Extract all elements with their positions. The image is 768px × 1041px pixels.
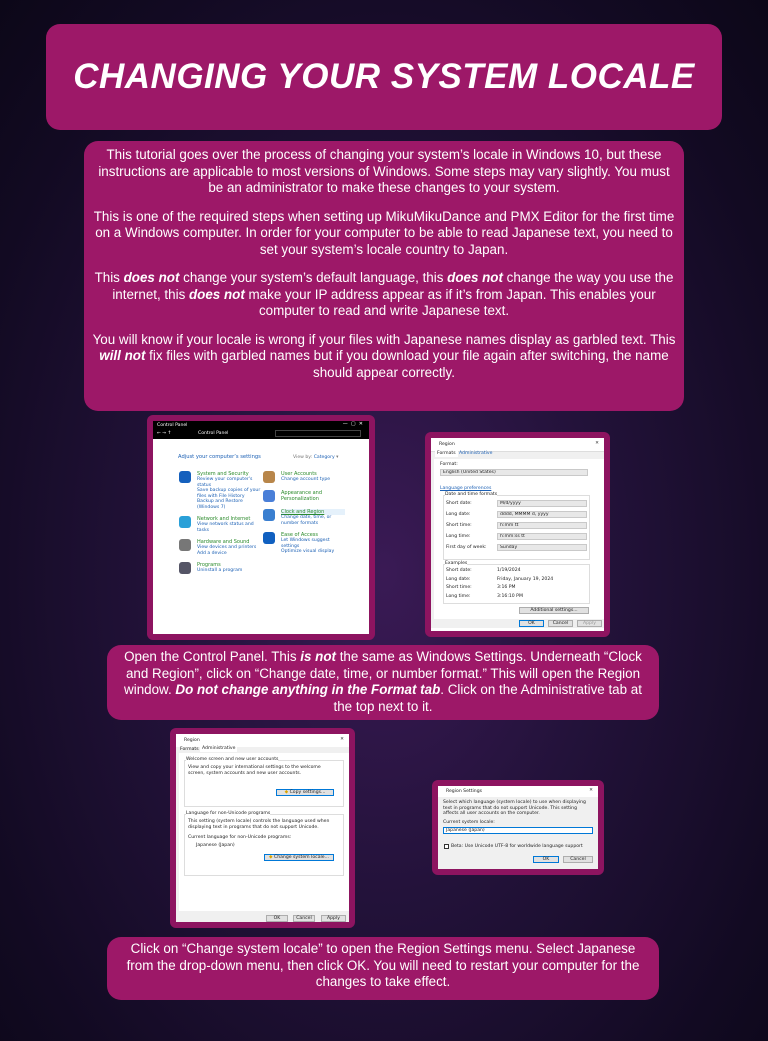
page-title: CHANGING YOUR SYSTEM LOCALE xyxy=(73,57,695,96)
apply-button: Apply xyxy=(577,620,602,627)
example-value: 1/19/2024 xyxy=(497,568,521,573)
current-locale-value: Japanese (Japan) xyxy=(196,843,235,848)
region-settings-description: Select which language (system locale) to use when displaying text in programs that do not support Unicode. This setting affects all user accounts on the computer. xyxy=(443,800,586,816)
beta-utf8-label: Beta: Use Unicode UTF-8 for worldwide language support xyxy=(451,844,583,849)
category-link[interactable]: Network and Internet xyxy=(197,516,251,522)
format-field-dropdown[interactable]: h:mm:ss tt xyxy=(497,533,587,540)
current-language-label: Current language for non-Unicode programs: xyxy=(188,835,292,840)
intro-paragraph: This is one of the required steps when setting up MikuMikuDance and PMX Editor for the first time on a Windows computer. In order for your computer to be able to read Japanese text, you need to set your system’s locale country to Japan. xyxy=(93,208,675,257)
category-icon xyxy=(179,539,191,551)
welcome-description: View and copy your international settings to the welcome screen, system accounts and new user accounts. xyxy=(188,765,321,776)
category-icon xyxy=(179,516,191,528)
category-item xyxy=(179,562,261,575)
category-sublink[interactable]: Let Windows suggest settings xyxy=(281,538,330,549)
category-icon xyxy=(263,509,275,521)
category-link[interactable]: Clock and Region xyxy=(281,509,345,515)
category-link[interactable]: Ease of Access xyxy=(281,532,319,538)
region-formats-screenshot xyxy=(425,432,610,637)
title-banner xyxy=(46,24,722,130)
region-admin-screenshot xyxy=(170,728,355,928)
category-item xyxy=(263,509,345,526)
category-sublink[interactable]: Change date, time, or number formats xyxy=(281,515,332,526)
cancel-button[interactable]: Cancel xyxy=(293,915,315,922)
category-icon xyxy=(263,490,275,502)
field-label: Long date: xyxy=(446,512,471,517)
category-icon xyxy=(263,471,275,483)
view-by-dropdown[interactable]: Category xyxy=(313,455,335,460)
address-bar[interactable]: Control Panel xyxy=(198,431,229,436)
tab-administrative[interactable]: Administrative xyxy=(202,746,236,751)
format-field-dropdown[interactable]: Sunday xyxy=(497,544,587,551)
category-sublink[interactable]: Uninstall a program xyxy=(197,568,243,573)
format-field-dropdown[interactable]: dddd, MMMM d, yyyy xyxy=(497,511,587,518)
category-link[interactable]: Programs xyxy=(197,562,221,568)
nav-arrows-icon[interactable]: ← → ↑ xyxy=(157,431,172,436)
format-label: Format: xyxy=(440,462,458,467)
cancel-button[interactable]: Cancel xyxy=(548,620,573,627)
group-label: Language for non-Unicode programs xyxy=(186,811,271,816)
group-label: Date and time formats xyxy=(445,492,498,497)
ok-button[interactable]: OK xyxy=(533,856,559,863)
format-field-dropdown[interactable]: h:mm tt xyxy=(497,522,587,529)
category-item xyxy=(179,471,261,510)
category-sublink[interactable]: Optimize visual display xyxy=(281,549,335,554)
category-sublink[interactable]: View devices and printers xyxy=(197,545,257,550)
window-controls-icon[interactable]: — ▢ ✕ xyxy=(342,421,363,427)
search-input[interactable] xyxy=(275,430,361,437)
format-dropdown[interactable]: English (United States) xyxy=(440,469,588,476)
category-icon xyxy=(179,471,191,483)
field-label: Short date: xyxy=(446,501,472,506)
category-link[interactable]: User Accounts xyxy=(281,471,317,477)
region-settings-screenshot xyxy=(432,780,604,875)
category-sublink[interactable]: Review your computer's status xyxy=(197,477,253,488)
category-item xyxy=(263,471,345,484)
examples-label: Examples xyxy=(445,561,468,566)
category-item xyxy=(179,539,261,556)
cp-heading: Adjust your computer’s settings xyxy=(178,454,261,460)
shield-icon: ◆ xyxy=(268,855,273,860)
ok-button[interactable]: OK xyxy=(519,620,544,627)
close-icon[interactable]: ✕ xyxy=(595,441,599,446)
category-sublink[interactable]: Save backup copies of your files with File History xyxy=(197,488,261,499)
close-icon[interactable]: ✕ xyxy=(589,788,593,793)
category-item xyxy=(263,490,345,503)
cancel-button[interactable]: Cancel xyxy=(563,856,593,863)
apply-button[interactable]: Apply xyxy=(321,915,346,922)
category-sublink[interactable]: Backup and Restore (Windows 7) xyxy=(197,499,243,510)
category-sublink[interactable]: Add a device xyxy=(197,550,227,556)
category-icon xyxy=(263,532,275,544)
category-sublink[interactable]: View network status and tasks xyxy=(197,522,254,533)
change-system-locale-button[interactable]: ◆ Change system locale... xyxy=(264,854,334,861)
window-title: Region Settings xyxy=(446,789,483,794)
tab-formats[interactable]: Formats xyxy=(180,747,199,752)
tab-administrative[interactable]: Administrative xyxy=(459,451,493,456)
language-preferences-link[interactable]: Language preferences xyxy=(440,486,492,491)
intro-paragraph: This does not change your system’s default language, this does not change the way you use the internet, this does not make your IP address appear as if it’s from Japan. This enables your computer to read and write Japanese text. xyxy=(94,270,674,318)
example-value: Friday, January 19, 2024 xyxy=(497,576,554,582)
category-link[interactable]: Appearance and Personalization xyxy=(281,490,323,502)
ok-button[interactable]: OK xyxy=(266,915,288,922)
close-icon[interactable]: ✕ xyxy=(340,737,344,742)
format-field-dropdown[interactable]: M/d/yyyy xyxy=(497,500,587,507)
example-label: Short time: xyxy=(446,585,472,590)
window-title: Control Panel xyxy=(157,423,188,428)
example-value: 3:16 PM xyxy=(497,585,516,590)
control-panel-screenshot: Control Panel — ▢ ✕ ← → ↑ Control Panel Adjust your computer’s settings View by: Category ▾ System and Security Review your computer's status Save backup copies of your files with File History Backup and Restore (Windows 7) Network and Internet View network status and tasks Hardware and Sound View devices and printers Add a device Programs Uninstall a program User Accounts Change account type Appearance and Personalization Clock and Region Change date, time, or number formats Ease of Access Let Windows suggest settings Optimize visual display xyxy=(147,415,375,640)
tab-formats[interactable]: Formats xyxy=(437,451,456,456)
intro-panel xyxy=(84,141,684,411)
unicode-description: This setting (system locale) controls the language used when displaying text in programs that do not support Unicode. xyxy=(188,819,330,830)
example-value: 3:16:10 PM xyxy=(497,593,523,599)
current-locale-label: Current system locale: xyxy=(443,820,495,825)
field-label: First day of week: xyxy=(446,545,487,550)
intro-paragraph: You will know if your locale is wrong if your files with Japanese names display as garbled text. This will not fix files with garbled names but if you download your file again after switching, the name should appear correctly. xyxy=(92,331,676,380)
field-label: Short time: xyxy=(446,523,472,528)
step2-caption: Open the Control Panel. This is not the same as Windows Settings. Underneath “Clock and Region”, click on “Change date, time, or number format.” This will open the Region window. Do not change anything in the Format tab. Click on the Administrative tab at the top next to it. xyxy=(107,645,659,720)
field-label: Long time: xyxy=(446,534,471,539)
group-label: Welcome screen and new user accounts xyxy=(186,757,279,762)
shield-icon: ◆ xyxy=(284,790,289,795)
category-item xyxy=(179,516,261,533)
example-label: Long date: xyxy=(446,576,471,582)
category-link[interactable]: System and Security xyxy=(197,471,249,477)
window-title: Region xyxy=(439,442,455,447)
category-link[interactable]: Hardware and Sound xyxy=(197,539,250,545)
beta-utf8-checkbox[interactable] xyxy=(444,844,449,849)
additional-settings-button[interactable]: Additional settings... xyxy=(519,607,589,614)
copy-settings-button[interactable]: ◆ Copy settings... xyxy=(276,789,334,796)
step3-caption: Click on “Change system locale” to open the Region Settings menu. Select Japanese from the drop-down menu, then click OK. You will need to restart your computer for the changes to take effect. xyxy=(107,937,659,1000)
example-label: Short date: xyxy=(446,568,472,573)
category-sublink[interactable]: Change account type xyxy=(281,477,331,482)
system-locale-dropdown[interactable]: Japanese (Japan) xyxy=(443,827,593,834)
window-title: Region xyxy=(184,738,200,743)
intro-paragraph: This tutorial goes over the process of changing your system’s locale in Windows 10, but these instructions are applicable to most versions of Windows. Some steps may vary slightly. You must be an administrator to make these changes to your system. xyxy=(98,147,670,195)
example-label: Long time: xyxy=(446,593,471,599)
view-by-label: View by: xyxy=(293,455,313,460)
category-item xyxy=(263,532,345,555)
category-icon xyxy=(179,562,191,574)
